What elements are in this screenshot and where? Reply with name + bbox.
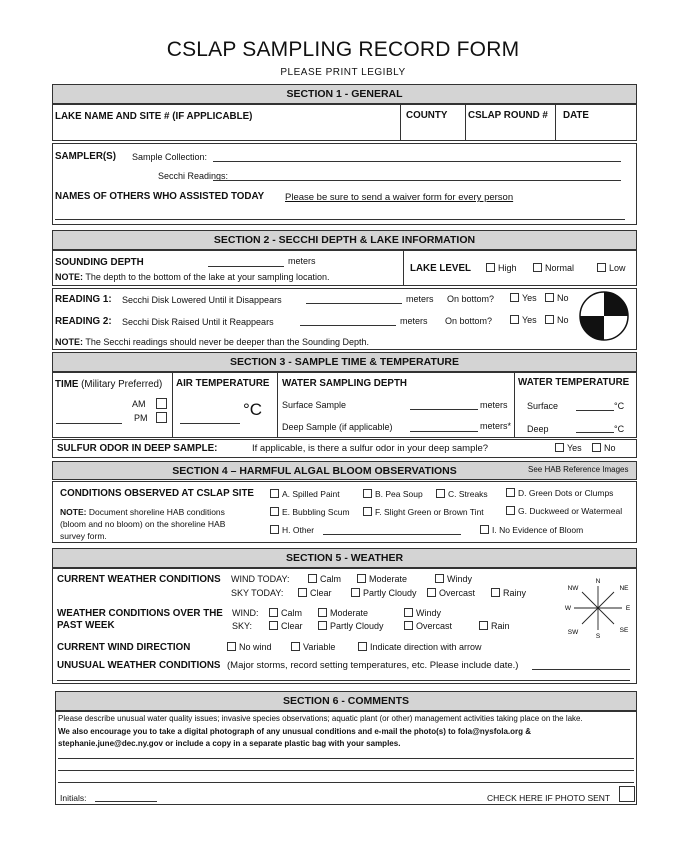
reading-1-text: Secchi Disk Lowered Until it Disappears bbox=[122, 295, 282, 305]
checkbox-r1-yes[interactable] bbox=[510, 293, 519, 302]
section-3-title: SECTION 3 - SAMPLE TIME & TEMPERATURE bbox=[229, 356, 460, 368]
checkbox-pw-windy[interactable] bbox=[404, 608, 413, 617]
surface-sample-field[interactable] bbox=[410, 409, 478, 410]
sky-today-clear[interactable]: Clear bbox=[298, 588, 332, 598]
sky-today-partly[interactable]: Partly Cloudy bbox=[351, 588, 417, 598]
hab-option-c[interactable]: C. Streaks bbox=[436, 489, 488, 499]
wind-direction-label: CURRENT WIND DIRECTION bbox=[57, 642, 191, 653]
checkbox-hab-c[interactable] bbox=[436, 489, 445, 498]
sulfur-yes[interactable]: Yes bbox=[555, 443, 582, 453]
note-label: NOTE: bbox=[55, 272, 83, 282]
past-sky-overcast[interactable]: Overcast bbox=[404, 621, 452, 631]
checkbox-indicate[interactable] bbox=[358, 642, 367, 651]
photo-encourage-2: stephanie.june@dec.ny.gov or include a copy in a separate plastic bag with your samples. bbox=[58, 739, 401, 748]
checkbox-high[interactable] bbox=[486, 263, 495, 272]
checkbox-st-rainy[interactable] bbox=[491, 588, 500, 597]
section-4-title: SECTION 4 – HARMFUL ALGAL BLOOM OBSERVATIONS bbox=[172, 464, 457, 477]
checkbox-hab-a[interactable] bbox=[270, 489, 279, 498]
others-label: NAMES OF OTHERS WHO ASSISTED TODAY bbox=[55, 191, 265, 202]
sample-collection-label: Sample Collection: bbox=[132, 152, 208, 162]
reading-2-unit: meters bbox=[400, 316, 428, 326]
hab-note-line3: survey form. bbox=[60, 531, 107, 541]
section-1-header bbox=[52, 84, 637, 104]
checkbox-normal[interactable] bbox=[533, 263, 542, 272]
checkbox-r2-no[interactable] bbox=[545, 315, 554, 324]
wind-direction-none[interactable]: No wind bbox=[227, 642, 272, 652]
surface-temp-field[interactable] bbox=[576, 410, 614, 411]
deep-temp-label: Deep bbox=[527, 424, 549, 434]
water-temp-label: WATER TEMPERATURE bbox=[518, 377, 630, 388]
section-6-title: SECTION 6 - COMMENTS bbox=[282, 695, 409, 707]
deep-temp-field[interactable] bbox=[576, 432, 614, 433]
surface-sample-unit: meters bbox=[480, 400, 508, 410]
reading-1-no[interactable]: No bbox=[545, 293, 569, 303]
checkbox-hab-f[interactable] bbox=[363, 507, 372, 516]
sounding-unit: meters bbox=[288, 256, 316, 266]
compass-se: SE bbox=[619, 627, 629, 634]
compass-rose-icon[interactable] bbox=[562, 576, 634, 640]
past-week-label-2: PAST WEEK bbox=[57, 620, 115, 631]
past-wind-windy[interactable]: Windy bbox=[404, 608, 441, 618]
time-label: TIME bbox=[55, 379, 79, 390]
checkbox-hab-b[interactable] bbox=[363, 489, 372, 498]
reading-1-yes[interactable]: Yes bbox=[510, 293, 537, 303]
comments-description: Please describe unusual water quality issues; invasive species observations; aquatic plant (or other) management activities taking place on the lake. bbox=[58, 714, 583, 723]
date-label: DATE bbox=[563, 110, 589, 121]
hab-option-f[interactable]: F. Slight Green or Brown Tint bbox=[363, 507, 484, 517]
checkbox-variable[interactable] bbox=[291, 642, 300, 651]
section-1-top-box bbox=[52, 104, 637, 141]
hab-option-g[interactable]: G. Duckweed or Watermeal bbox=[506, 506, 622, 516]
photo-sent-label: CHECK HERE IF PHOTO SENT bbox=[487, 793, 611, 803]
wind-today-windy[interactable]: Windy bbox=[435, 574, 472, 584]
waiver-note: Please be sure to send a waiver form for every person bbox=[285, 192, 514, 203]
past-week-label-1: WEATHER CONDITIONS OVER THE bbox=[57, 608, 223, 619]
checkbox-pw-moderate[interactable] bbox=[318, 608, 327, 617]
hab-other-field[interactable] bbox=[323, 534, 461, 535]
secchi-readings-field[interactable] bbox=[213, 180, 621, 181]
section-3-header bbox=[52, 352, 637, 372]
checkbox-ps-rain[interactable] bbox=[479, 621, 488, 630]
past-wind-moderate[interactable]: Moderate bbox=[318, 608, 368, 618]
checkbox-pw-calm[interactable] bbox=[269, 608, 278, 617]
checkbox-pm[interactable] bbox=[156, 412, 167, 423]
air-temp-label: AIR TEMPERATURE bbox=[176, 378, 270, 389]
reading-1-field[interactable] bbox=[306, 303, 402, 304]
form-title: CSLAP SAMPLING RECORD FORM bbox=[166, 38, 520, 61]
past-sky-rain[interactable]: Rain bbox=[479, 621, 510, 631]
checkbox-st-partly[interactable] bbox=[351, 588, 360, 597]
sulfur-question: If applicable, is there a sulfur odor in your deep sample? bbox=[252, 443, 489, 454]
lake-level-label: LAKE LEVEL bbox=[410, 263, 471, 274]
hab-note-line2: (bloom and no bloom) on the shoreline HAB bbox=[60, 519, 226, 529]
lake-level-low[interactable]: Low bbox=[597, 263, 626, 273]
hab-note-label: NOTE: bbox=[60, 507, 87, 517]
checkbox-st-clear[interactable] bbox=[298, 588, 307, 597]
wind-today-calm[interactable]: Calm bbox=[308, 574, 341, 584]
conditions-label: CONDITIONS OBSERVED AT CSLAP SITE bbox=[60, 488, 254, 499]
compass-n: N bbox=[595, 578, 601, 585]
hab-option-h[interactable]: H. Other bbox=[270, 525, 314, 535]
past-wind-label: WIND: bbox=[232, 608, 259, 618]
water-depth-label: WATER SAMPLING DEPTH bbox=[282, 378, 408, 389]
comment-line-3[interactable] bbox=[58, 782, 634, 783]
checkbox-r2-yes[interactable] bbox=[510, 315, 519, 324]
reading-1-unit: meters bbox=[406, 294, 434, 304]
reading-2-text: Secchi Disk Raised Until it Reappears bbox=[122, 317, 274, 327]
lake-level-high[interactable]: High bbox=[486, 263, 517, 273]
air-temp-field[interactable] bbox=[180, 423, 240, 424]
checkbox-ps-clear[interactable] bbox=[269, 621, 278, 630]
comment-line-1[interactable] bbox=[58, 758, 634, 759]
sounding-field[interactable] bbox=[208, 266, 284, 267]
am-label: AM bbox=[132, 399, 146, 409]
checkbox-hab-d[interactable] bbox=[506, 488, 515, 497]
section-1-title: SECTION 1 - GENERAL bbox=[286, 88, 403, 100]
checkbox-ps-partly[interactable] bbox=[318, 621, 327, 630]
unusual-weather-field-2[interactable] bbox=[57, 680, 630, 681]
surface-temp-label: Surface bbox=[527, 401, 559, 411]
reading-2-label: READING 2: bbox=[55, 316, 112, 327]
checkbox-am[interactable] bbox=[156, 398, 167, 409]
comment-line-2[interactable] bbox=[58, 770, 634, 771]
round-label: CSLAP ROUND # bbox=[468, 110, 548, 121]
deep-sample-unit: meters* bbox=[480, 421, 512, 431]
air-temp-unit: °C bbox=[243, 400, 263, 419]
compass-nw: NW bbox=[567, 585, 579, 592]
surface-temp-unit: °C bbox=[614, 401, 625, 411]
form-subtitle: PLEASE PRINT LEGIBLY bbox=[280, 67, 406, 78]
reading-1-label: READING 1: bbox=[55, 294, 112, 305]
photo-encourage-1: We also encourage you to take a digital photograph of any unusual conditions and e-mail the photo(s) to fola@nysfola.org & bbox=[58, 727, 532, 736]
sulfur-label: SULFUR ODOR IN DEEP SAMPLE: bbox=[57, 443, 218, 454]
section-2-title: SECTION 2 - SECCHI DEPTH & LAKE INFORMATION bbox=[213, 234, 476, 246]
deep-temp-unit: °C bbox=[614, 424, 625, 434]
others-field[interactable] bbox=[55, 219, 625, 220]
wind-today-label: WIND TODAY: bbox=[231, 574, 290, 584]
sky-today-overcast[interactable]: Overcast bbox=[427, 588, 475, 598]
current-weather-label: CURRENT WEATHER CONDITIONS bbox=[57, 574, 221, 585]
checkbox-r1-no[interactable] bbox=[545, 293, 554, 302]
checkbox-st-overcast[interactable] bbox=[427, 588, 436, 597]
surface-sample-label: Surface Sample bbox=[282, 400, 347, 410]
compass-e: E bbox=[625, 605, 631, 612]
samplers-label: SAMPLER(S) bbox=[55, 151, 116, 162]
checkbox-wt-calm[interactable] bbox=[308, 574, 317, 583]
checkbox-hab-e[interactable] bbox=[270, 507, 279, 516]
compass-ne: NE bbox=[619, 585, 629, 592]
sounding-note: The depth to the bottom of the lake at your sampling location. bbox=[85, 272, 330, 282]
sky-today-label: SKY TODAY: bbox=[231, 588, 284, 598]
compass-s: S bbox=[595, 633, 601, 640]
compass-w: W bbox=[564, 605, 572, 612]
past-wind-calm[interactable]: Calm bbox=[269, 608, 302, 618]
unusual-weather-label: UNUSUAL WEATHER CONDITIONS bbox=[57, 660, 221, 671]
sample-collection-field[interactable] bbox=[213, 161, 621, 162]
checkbox-sulfur-yes[interactable] bbox=[555, 443, 564, 452]
county-label: COUNTY bbox=[406, 110, 448, 121]
checkbox-ps-overcast[interactable] bbox=[404, 621, 413, 630]
wind-direction-indicate[interactable]: Indicate direction with arrow bbox=[358, 642, 482, 652]
pm-label: PM bbox=[134, 413, 148, 423]
reading-2-bottom-label: On bottom? bbox=[445, 316, 493, 326]
initials-label: Initials: bbox=[60, 793, 87, 803]
lake-name-label: LAKE NAME AND SITE # (IF APPLICABLE) bbox=[55, 111, 253, 122]
unusual-weather-field-1[interactable] bbox=[532, 669, 630, 670]
military-note: (Military Preferred) bbox=[81, 379, 163, 390]
checkbox-hab-h[interactable] bbox=[270, 525, 279, 534]
deep-sample-label: Deep Sample (if applicable) bbox=[282, 422, 393, 432]
wind-direction-variable[interactable]: Variable bbox=[291, 642, 335, 652]
sky-today-rainy[interactable]: Rainy bbox=[491, 588, 526, 598]
wind-today-moderate[interactable]: Moderate bbox=[357, 574, 407, 584]
hab-reference-link[interactable]: See HAB Reference Images bbox=[528, 465, 629, 474]
secchi-disk-icon bbox=[578, 290, 630, 342]
secchi-readings-label: Secchi Readings: bbox=[158, 171, 229, 181]
hab-option-i[interactable]: I. No Evidence of Bloom bbox=[480, 525, 583, 535]
checkbox-wt-windy[interactable] bbox=[435, 574, 444, 583]
secchi-note: The Secchi readings should never be deeper than the Sounding Depth. bbox=[85, 337, 370, 347]
checkbox-hab-i[interactable] bbox=[480, 525, 489, 534]
reading-1-bottom-label: On bottom? bbox=[447, 294, 495, 304]
reading-2-no[interactable]: No bbox=[545, 315, 569, 325]
time-field[interactable] bbox=[56, 423, 122, 424]
hab-note-line1: Document shoreline HAB conditions bbox=[88, 507, 225, 517]
checkbox-no-wind[interactable] bbox=[227, 642, 236, 651]
hab-option-b[interactable]: B. Pea Soup bbox=[363, 489, 423, 499]
lake-level-normal[interactable]: Normal bbox=[533, 263, 574, 273]
note2-label: NOTE: bbox=[55, 337, 83, 347]
checkbox-low[interactable] bbox=[597, 263, 606, 272]
hab-option-a[interactable]: A. Spilled Paint bbox=[270, 489, 340, 499]
reading-2-yes[interactable]: Yes bbox=[510, 315, 537, 325]
past-sky-clear[interactable]: Clear bbox=[269, 621, 303, 631]
compass-sw: SW bbox=[567, 629, 579, 636]
hab-option-d[interactable]: D. Green Dots or Clumps bbox=[506, 488, 613, 498]
checkbox-sulfur-no[interactable] bbox=[592, 443, 601, 452]
section-6-header bbox=[55, 691, 637, 711]
hab-option-e[interactable]: E. Bubbling Scum bbox=[270, 507, 350, 517]
section-2-header bbox=[52, 230, 637, 250]
past-sky-label: SKY: bbox=[232, 621, 253, 631]
reading-2-field[interactable] bbox=[300, 325, 396, 326]
photo-sent-checkbox[interactable] bbox=[619, 786, 635, 802]
past-sky-partly[interactable]: Partly Cloudy bbox=[318, 621, 384, 631]
sulfur-no[interactable]: No bbox=[592, 443, 616, 453]
deep-sample-field[interactable] bbox=[410, 431, 478, 432]
checkbox-hab-g[interactable] bbox=[506, 506, 515, 515]
section-5-header bbox=[52, 548, 637, 568]
unusual-weather-text: (Major storms, record setting temperatures, etc. Please include date.) bbox=[227, 660, 519, 671]
section-5-title: SECTION 5 - WEATHER bbox=[285, 552, 404, 564]
initials-field[interactable] bbox=[95, 801, 157, 802]
sounding-label: SOUNDING DEPTH bbox=[55, 257, 144, 268]
checkbox-wt-moderate[interactable] bbox=[357, 574, 366, 583]
